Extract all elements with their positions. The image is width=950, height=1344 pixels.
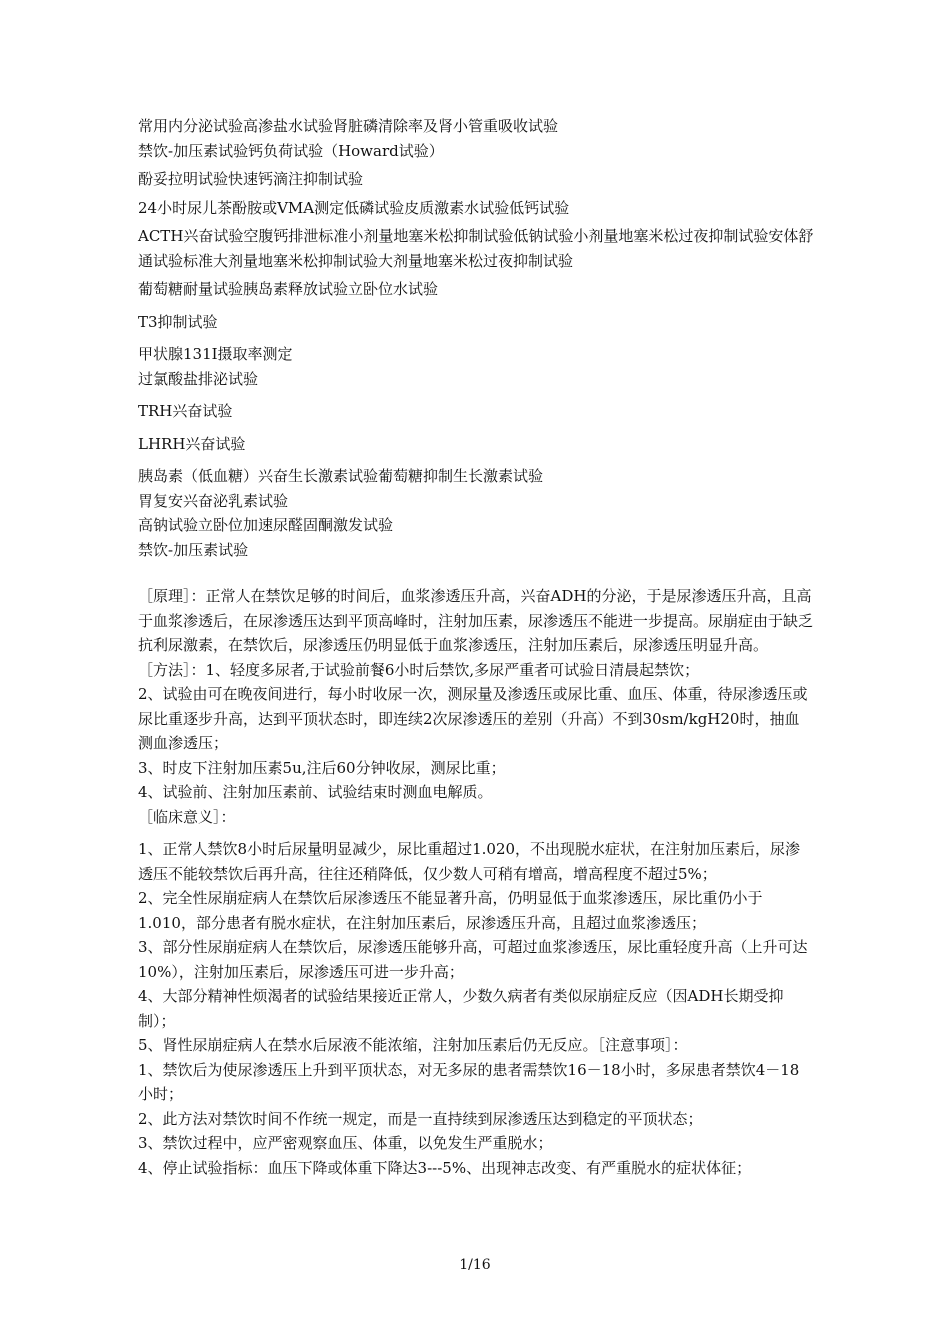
list-item: 酚妥拉明试验快速钙滴注抑制试验 [138,170,364,188]
section-heading: ［临床意义］： [138,807,236,826]
principle-paragraph: ［原理］：正常人在禁饮足够的时间后，血浆渗透压升高，兴奋ADH的分泌，于是尿渗透压升高，且高于血浆渗透后，在尿渗透压达到平顶高峰时，注射加压素，尿渗透压不能进一步提高。尿崩症由于缺乏抗利尿激素，在禁饮后，尿渗透压仍明显低于血浆渗透压，注射加压素后，尿渗透压明显升高。 [138,587,814,654]
method-step: 2、试验由可在晚夜间进行，每小时收尿一次，测尿量及渗透压或尿比重、血压、体重，待尿渗透压或尿比重逐步升高，达到平顶状态时，即连续2次尿渗透压的差别（升高）不到30sm/kgH20时，抽血测血渗透压； [138,685,808,752]
clinical-item: 4、大部分精神性烦渴者的试验结果接近正常人，少数久病者有类似尿崩症反应（因ADH长期受抑制）； [138,987,784,1030]
list-item: 胃复安兴奋泌乳素试验 [138,491,289,510]
list-item: 常用内分泌试验高渗盐水试验肾脏磷清除率及肾小管重吸收试验 [138,117,559,135]
list-item: 高钠试验立卧位加速尿醛固酮激发试验 [138,516,394,534]
caution-item: 2、此方法对禁饮时间不作统一规定，而是一直持续到尿渗透压达到稳定的平顶状态； [138,1109,703,1128]
caution-item: 1、禁饮后为使尿渗透压上升到平顶状态，对无多尿的患者需禁饮16－18小时，多尿患者禁饮4－18小时； [138,1060,800,1103]
method-step: 3、时皮下注射加压素5u,注后60分钟收尿，测尿比重； [138,758,506,777]
clinical-item: 3、部分性尿崩症病人在禁饮后，尿渗透压能够升高，可超过血浆渗透压，尿比重轻度升高（上升可达10%），注射加压素后，尿渗透压可进一步升高； [138,938,808,981]
list-item: 24小时尿儿茶酚胺或VMA测定低磷试验皮质激素水试验低钙试验 [138,198,570,217]
list-item: T3抑制试验 [138,312,218,331]
caution-item: 3、禁饮过程中，应严密观察血压、体重，以免发生严重脱水； [138,1134,553,1152]
list-item: ACTH兴奋试验空腹钙排泄标准小剂量地塞米松抑制试验低钠试验小剂量地塞米松过夜抑制试验安体舒通试验标准大剂量地塞米松抑制试验大剂量地塞米松过夜抑制试验 [138,227,814,270]
list-item: 甲状腺131I摄取率测定 [138,345,293,363]
method-paragraph: ［方法］：1、轻度多尿者,于试验前餐6小时后禁饮,多尿严重者可试验日清晨起禁饮； [138,660,700,679]
method-step: 4、试验前、注射加压素前、试验结束时测血电解质。 [138,783,493,801]
clinical-item: 5、肾性尿崩症病人在禁水后尿液不能浓缩，注射加压素后仍无反应。［注意事项］： [138,1036,688,1054]
clinical-item: 2、完全性尿崩症病人在禁饮后尿渗透压不能显著升高，仍明显低于血浆渗透压，尿比重仍小于1.010，部分患者有脱水症状，在注射加压素后，尿渗透压升高，且超过血浆渗透压； [138,889,763,932]
list-item: TRH兴奋试验 [138,402,233,420]
list-item: 过氯酸盐排泌试验 [138,369,259,388]
list-item: 禁饮-加压素试验钙负荷试验（Howard试验） [138,141,444,160]
list-item: 葡萄糖耐量试验胰岛素释放试验立卧位水试验 [138,280,439,298]
test-description [138,584,816,1180]
test-list [138,114,816,562]
clinical-item: 1、正常人禁饮8小时后尿量明显减少，尿比重超过1.020，不出现脱水症状，在注射加压素后，尿渗透压不能较禁饮后再升高，往往还稍降低，仅少数人可稍有增高，增高程度不超过5%； [138,840,801,883]
caution-item: 4、停止试验指标：血压下降或体重下降达3---5%、出现神志改变、有严重脱水的症状体征； [138,1158,752,1177]
list-item: 胰岛素（低血糖）兴奋生长激素试验葡萄糖抑制生长激素试验 [138,467,544,485]
list-item: LHRH兴奋试验 [138,434,246,453]
list-item: 禁饮-加压素试验 [138,540,249,559]
page-number: 1/16 [459,1257,491,1273]
